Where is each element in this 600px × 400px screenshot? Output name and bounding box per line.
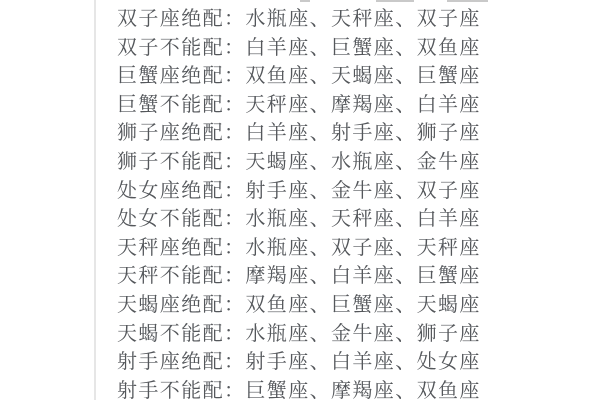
row-colon: ： — [224, 65, 246, 88]
row-label: 射手座绝配 — [117, 351, 224, 374]
compatibility-row — [117, 205, 481, 234]
compatibility-row — [117, 119, 481, 148]
row-label: 狮子不能配 — [117, 150, 224, 173]
clipped-text-fragment — [447, 0, 488, 2]
row-label: 天蝎座绝配 — [117, 293, 224, 316]
row-label: 处女不能配 — [117, 208, 224, 231]
row-partners: 射手座、白羊座、处女座 — [245, 351, 481, 374]
compatibility-row — [117, 320, 481, 349]
row-partners: 双鱼座、巨蟹座、天蝎座 — [245, 293, 481, 316]
clipped-text-fragment — [376, 0, 414, 2]
row-partners: 天蝎座、水瓶座、金牛座 — [245, 150, 481, 173]
compatibility-row — [117, 377, 481, 400]
compatibility-row — [117, 348, 481, 377]
row-label: 处女座绝配 — [117, 179, 224, 202]
row-partners: 摩羯座、白羊座、巨蟹座 — [245, 265, 481, 288]
compatibility-row — [117, 34, 481, 63]
compatibility-row — [117, 234, 481, 263]
row-colon: ： — [224, 36, 246, 59]
row-partners: 水瓶座、天秤座、双子座 — [245, 8, 481, 30]
row-label: 射手不能配 — [117, 379, 224, 400]
row-colon: ： — [224, 8, 246, 30]
row-label: 天秤座绝配 — [117, 236, 224, 259]
compatibility-row — [117, 177, 481, 206]
row-partners: 白羊座、射手座、狮子座 — [245, 122, 481, 145]
row-partners: 水瓶座、金牛座、狮子座 — [245, 322, 481, 345]
row-partners: 天秤座、摩羯座、白羊座 — [245, 93, 481, 116]
compatibility-row — [117, 148, 481, 177]
row-colon: ： — [224, 351, 246, 374]
compatibility-row — [117, 262, 481, 291]
compatibility-row — [117, 91, 481, 120]
compatibility-row — [117, 62, 481, 91]
row-partners: 双鱼座、天蝎座、巨蟹座 — [245, 65, 481, 88]
row-colon: ： — [224, 236, 246, 259]
row-label: 天秤不能配 — [117, 265, 224, 288]
row-colon: ： — [224, 322, 246, 345]
row-colon: ： — [224, 293, 246, 316]
row-colon: ： — [224, 122, 246, 145]
row-colon: ： — [224, 179, 246, 202]
row-label: 双子座绝配 — [117, 8, 224, 30]
row-label: 巨蟹座绝配 — [117, 65, 224, 88]
row-label: 双子不能配 — [117, 36, 224, 59]
row-label: 狮子座绝配 — [117, 122, 224, 145]
left-border-line — [94, 0, 96, 400]
row-colon: ： — [224, 379, 246, 400]
clipped-text-fragment — [300, 0, 310, 2]
row-partners: 水瓶座、天秤座、白羊座 — [245, 208, 481, 231]
zodiac-compatibility-list — [117, 5, 481, 400]
row-partners: 射手座、金牛座、双子座 — [245, 179, 481, 202]
row-label: 巨蟹不能配 — [117, 93, 224, 116]
row-colon: ： — [224, 93, 246, 116]
row-colon: ： — [224, 150, 246, 173]
row-label: 天蝎不能配 — [117, 322, 224, 345]
row-colon: ： — [224, 265, 246, 288]
compatibility-row — [117, 5, 481, 34]
row-partners: 白羊座、巨蟹座、双鱼座 — [245, 36, 481, 59]
row-partners: 水瓶座、双子座、天秤座 — [245, 236, 481, 259]
row-colon: ： — [224, 208, 246, 231]
row-partners: 巨蟹座、摩羯座、双鱼座 — [245, 379, 481, 400]
compatibility-row — [117, 291, 481, 320]
